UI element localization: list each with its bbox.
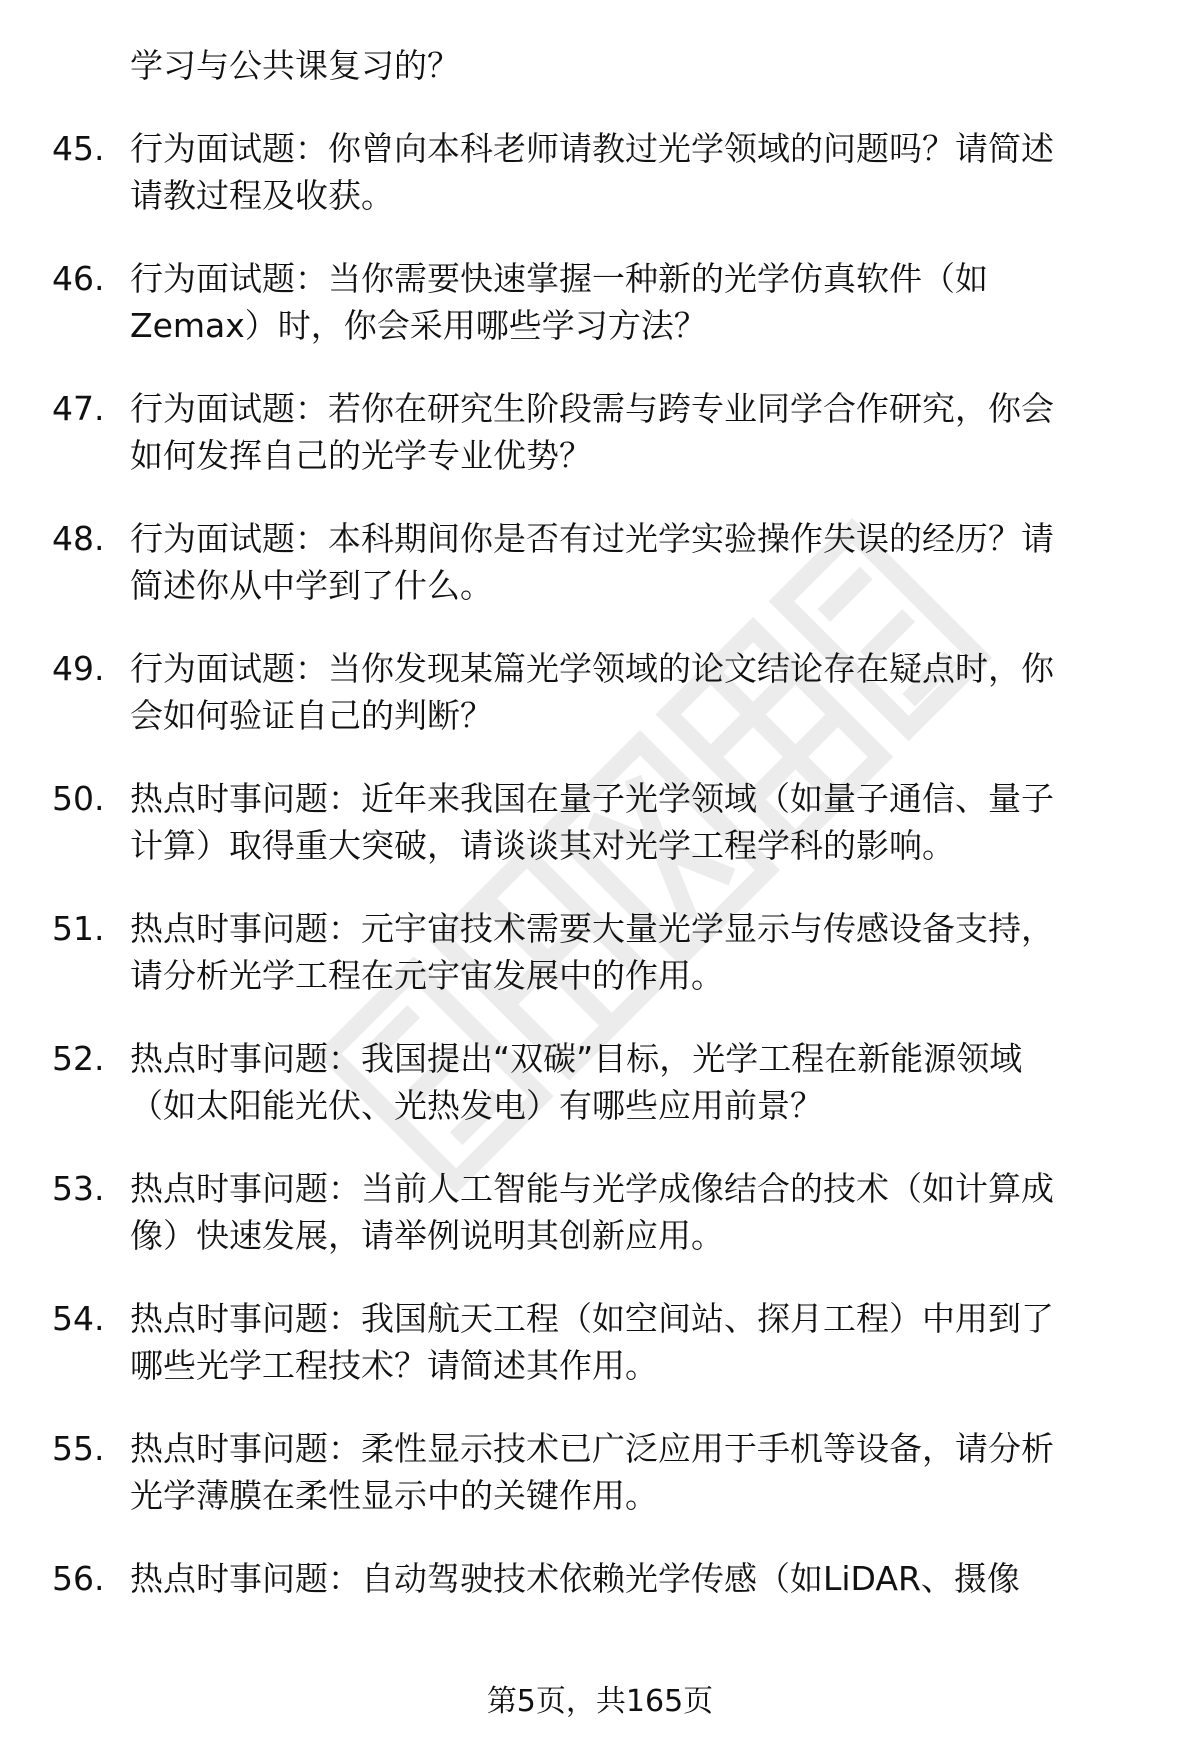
question-item	[52, 1165, 1152, 1259]
question-text-line: 热点时事问题：柔性显示技术已广泛应用于手机等设备，请分析	[130, 1429, 1054, 1468]
question-text-line: 光学薄膜在柔性显示中的关键作用。	[130, 1476, 658, 1515]
question-text-line: 行为面试题：若你在研究生阶段需与跨专业同学合作研究，你会	[130, 389, 1054, 428]
question-number: 48.	[52, 519, 105, 558]
question-text-line: 简述你从中学到了什么。	[130, 566, 493, 605]
question-text-line: 会如何验证自己的判断？	[130, 696, 493, 735]
question-item	[52, 1035, 1152, 1129]
question-item	[52, 1295, 1152, 1389]
question-number: 53.	[52, 1169, 105, 1208]
question-text-line: 热点时事问题：当前人工智能与光学成像结合的技术（如计算成	[130, 1169, 1054, 1208]
question-number: 49.	[52, 649, 105, 688]
question-item	[52, 515, 1152, 609]
question-text-line: 行为面试题：当你需要快速掌握一种新的光学仿真软件（如	[130, 259, 988, 298]
question-list	[52, 125, 1152, 1602]
question-text-line: 像）快速发展，请举例说明其创新应用。	[130, 1216, 724, 1255]
question-number: 46.	[52, 259, 105, 298]
question-item	[52, 775, 1152, 869]
page-footer: 第5页，共165页	[486, 1684, 714, 1719]
question-item	[52, 1555, 1152, 1602]
question-number: 54.	[52, 1299, 105, 1338]
question-item	[52, 385, 1152, 479]
question-text-line: 热点时事问题：我国航天工程（如空间站、探月工程）中用到了	[130, 1299, 1054, 1338]
question-text-line: 如何发挥自己的光学专业优势？	[130, 436, 592, 475]
question-number: 55.	[52, 1429, 105, 1468]
question-number: 56.	[52, 1559, 105, 1598]
question-item	[52, 1425, 1152, 1519]
question-text-line: Zemax）时，你会采用哪些学习方法？	[130, 306, 707, 345]
question-text-line: 哪些光学工程技术？请简述其作用。	[130, 1346, 658, 1385]
question-text-line: 热点时事问题：我国提出“双碳”目标，光学工程在新能源领域	[130, 1039, 1023, 1078]
question-item	[52, 645, 1152, 739]
question-item	[52, 125, 1152, 219]
question-text-line: （如太阳能光伏、光热发电）有哪些应用前景？	[130, 1086, 823, 1125]
question-number: 52.	[52, 1039, 105, 1078]
question-text-line: 热点时事问题：近年来我国在量子光学领域（如量子通信、量子	[130, 779, 1054, 818]
continuation-text: 学习与公共课复习的？	[130, 46, 460, 85]
question-text-line: 计算）取得重大突破，请谈谈其对光学工程学科的影响。	[130, 826, 955, 865]
question-item	[52, 255, 1152, 349]
question-text-line: 行为面试题：本科期间你是否有过光学实验操作失误的经历？请	[130, 519, 1054, 558]
question-text-line: 热点时事问题：元宇宙技术需要大量光学显示与传感设备支持，	[130, 909, 1054, 948]
question-number: 45.	[52, 129, 105, 168]
question-number: 51.	[52, 909, 105, 948]
question-text-line: 热点时事问题：自动驾驶技术依赖光学传感（如LiDAR、摄像	[130, 1559, 1020, 1598]
question-text-line: 行为面试题：你曾向本科老师请教过光学领域的问题吗？请简述	[130, 129, 1054, 168]
question-text-line: 请分析光学工程在元宇宙发展中的作用。	[130, 956, 724, 995]
question-text-line: 请教过程及收获。	[130, 176, 394, 215]
question-text-line: 行为面试题：当你发现某篇光学领域的论文结论存在疑点时，你	[130, 649, 1054, 688]
document-body	[52, 42, 1152, 1602]
question-item	[52, 905, 1152, 999]
question-number: 47.	[52, 389, 105, 428]
question-number: 50.	[52, 779, 105, 818]
